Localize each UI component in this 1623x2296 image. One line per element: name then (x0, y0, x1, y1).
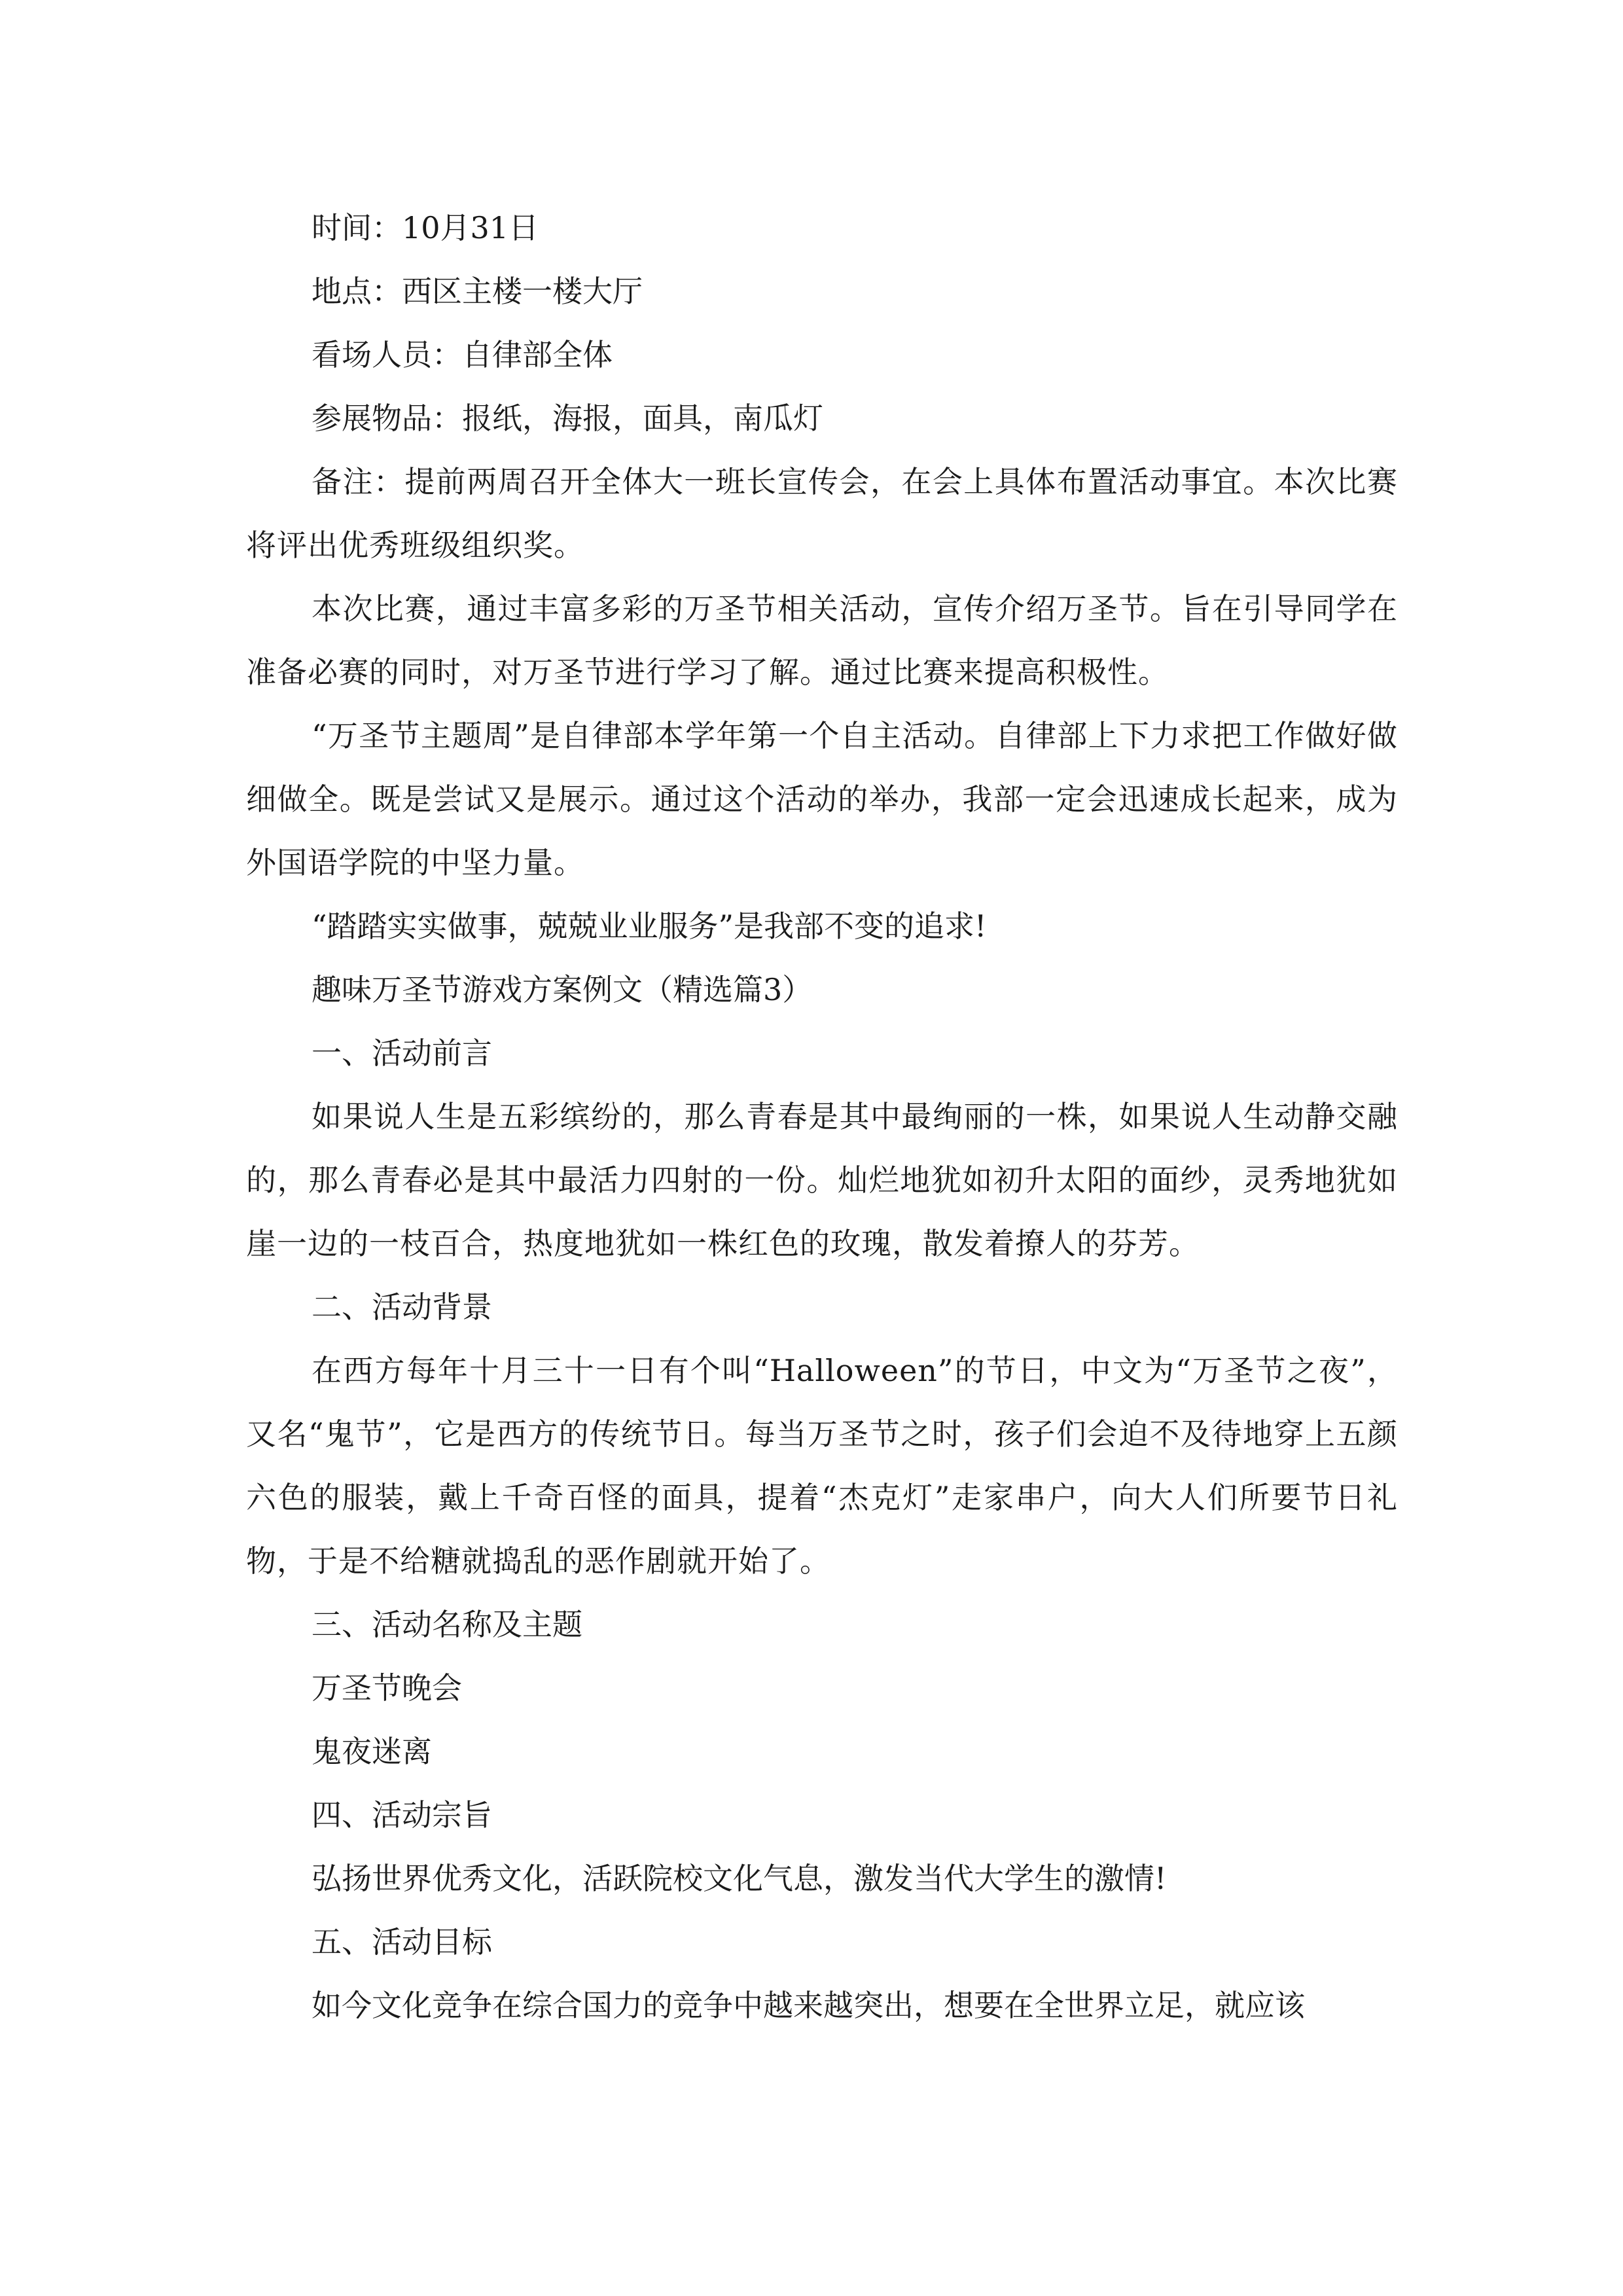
event-time-line: 时间：10月31日 (312, 210, 539, 245)
motto-line: “踏踏实实做事，兢兢业业服务”是我部不变的追求! (312, 908, 987, 944)
heading-name-theme: 三、活动名称及主题 (312, 1607, 582, 1642)
heading-foreword: 一、活动前言 (312, 1035, 492, 1071)
competition-purpose-paragraph: 本次比赛，通过丰富多彩的万圣节相关活动，宣传介绍万圣节。旨在引导同学在准备必赛的同时，对万圣节进行学习了解。通过比赛来提高积极性。 (246, 591, 1398, 690)
event-location-line: 地点：西区主楼一楼大厅 (312, 274, 643, 309)
heading-purpose: 四、活动宗旨 (312, 1797, 492, 1833)
foreword-paragraph: 如果说人生是五彩缤纷的，那么青春是其中最绚丽的一株，如果说人生动静交融的，那么青春必是其中最活力四射的一份。灿烂地犹如初升太阳的面纱，灵秀地犹如崖一边的一枝百合，热度地犹如一株红色的玫瑰，散发着撩人的芬芳。 (246, 1099, 1398, 1261)
event-staff-line: 看场人员：自律部全体 (312, 337, 613, 372)
event-name-line: 万圣节晚会 (312, 1670, 462, 1706)
event-items-line: 参展物品：报纸，海报，面具，南瓜灯 (312, 401, 823, 436)
remarks-paragraph: 备注：提前两周召开全体大一班长宣传会，在会上具体布置活动事宜。本次比赛将评出优秀班级组织奖。 (246, 464, 1398, 563)
section-title: 趣味万圣节游戏方案例文（精选篇3） (312, 972, 813, 1007)
theme-week-paragraph: “万圣节主题周”是自律部本学年第一个自主活动。自律部上下力求把工作做好做细做全。既是尝试又是展示。通过这个活动的举办，我部一定会迅速成长起来，成为外国语学院的中坚力量。 (246, 718, 1398, 880)
heading-background: 二、活动背景 (312, 1289, 492, 1325)
background-paragraph: 在西方每年十月三十一日有个叫“Halloween”的节日，中文为“万圣节之夜”，又名“鬼节”，它是西方的传统节日。每当万圣节之时，孩子们会迫不及待地穿上五颜六色的服装，戴上千奇百怪的面具，提着“杰克灯”走家串户，向大人们所要节日礼物，于是不给糖就捣乱的恶作剧就开始了。 (246, 1353, 1398, 1579)
document-body (246, 196, 1398, 2037)
heading-goals: 五、活动目标 (312, 1924, 492, 1960)
goals-line: 如今文化竞争在综合国力的竞争中越来越突出，想要在全世界立足，就应该 (312, 1988, 1305, 2023)
event-theme-line: 鬼夜迷离 (312, 1734, 432, 1769)
purpose-line: 弘扬世界优秀文化，活跃院校文化气息，激发当代大学生的激情! (312, 1861, 1167, 1896)
